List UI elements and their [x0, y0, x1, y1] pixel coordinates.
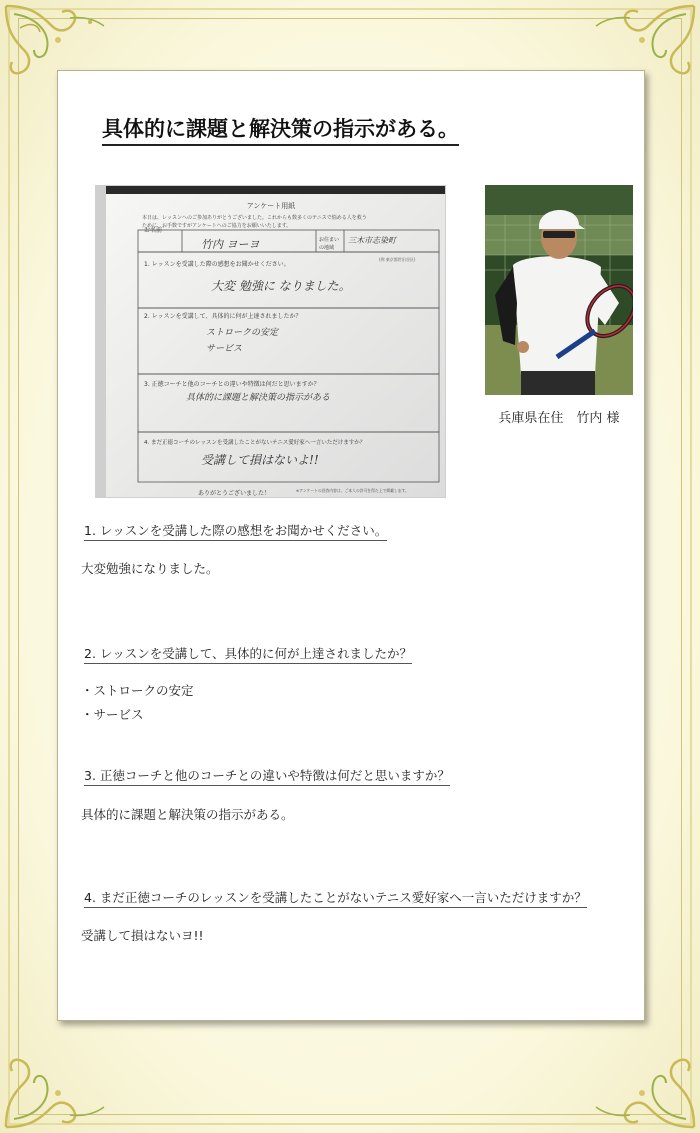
question-1: 1. レッスンを受講した際の感想をお聞かせください。 — [84, 521, 387, 541]
customer-photo — [485, 185, 633, 395]
survey-a3: 具体的に課題と解決策の指示がある — [186, 393, 331, 403]
survey-area-value: 三木市志染町 — [348, 236, 396, 245]
corner-ornament-icon — [590, 1043, 700, 1133]
survey-a1: 大変 勉強に なりました。 — [211, 279, 351, 293]
survey-name-label: お名前 — [144, 227, 163, 234]
photo-caption: 兵庫県在住 竹内 様 — [498, 411, 620, 426]
survey-q3: 3. 正徳コーチと他のコーチとの違いや特徴は何だと思いますか？ — [144, 381, 320, 388]
survey-a2-1: ストロークの安定 — [206, 328, 279, 338]
survey-footer-thanks: ありがとうございました！ — [198, 490, 271, 497]
survey-intro-1: 本日は、レッスンへのご参加ありがとうございました。これからも数多くのテニスで悩める人を救う — [142, 215, 367, 221]
corner-ornament-icon — [0, 1043, 110, 1133]
survey-a4: 受講して損はないよ!! — [201, 453, 319, 467]
survey-header: アンケート用紙 — [246, 202, 296, 210]
survey-area-label-1: お住まい — [319, 237, 340, 243]
survey-area-note: (例 東京都世田谷区) — [379, 257, 416, 262]
content-paper — [57, 70, 645, 1021]
survey-footer-note: ※アンケートの回答内容は、ご本人の許可を得た上で掲載します。 — [296, 488, 409, 493]
survey-q4: 4. まだ正徳コーチのレッスンを受講したことがないテニス愛好家へ一言いただけますか？ — [144, 440, 366, 446]
survey-q2: 2. レッスンを受講して、具体的に何が上達されましたか？ — [144, 313, 302, 320]
question-2: 2. レッスンを受講して、具体的に何が上達されましたか？ — [84, 644, 412, 664]
answer-3: 具体的に課題と解決策の指示がある。 — [81, 807, 294, 822]
survey-sheet-image — [95, 185, 446, 498]
answer-2-line-1: ・ストロークの安定 — [81, 683, 194, 698]
answer-4: 受講して損はないヨ!! — [81, 928, 204, 943]
survey-intro-2: ために、お手数ですがアンケートへのご協力をお願いいたします。 — [142, 223, 292, 229]
page-title: 具体的に課題と解決策の指示がある。 — [102, 113, 459, 146]
survey-a2-2: サービス — [206, 344, 243, 354]
question-3: 3. 正徳コーチと他のコーチとの違いや特徴は何だと思いますか？ — [84, 766, 450, 786]
answer-1: 大変勉強になりました。 — [81, 561, 219, 576]
question-4: 4. まだ正徳コーチのレッスンを受講したことがないテニス愛好家へ一言いただけますか？ — [84, 888, 587, 908]
survey-q1: 1. レッスンを受講した際の感想をお聞かせください。 — [144, 261, 290, 268]
survey-area-label-2: の地域 — [319, 245, 335, 251]
answer-2-line-2: ・サービス — [81, 707, 144, 722]
survey-name-value: 竹内 ヨーヨ — [201, 238, 260, 251]
